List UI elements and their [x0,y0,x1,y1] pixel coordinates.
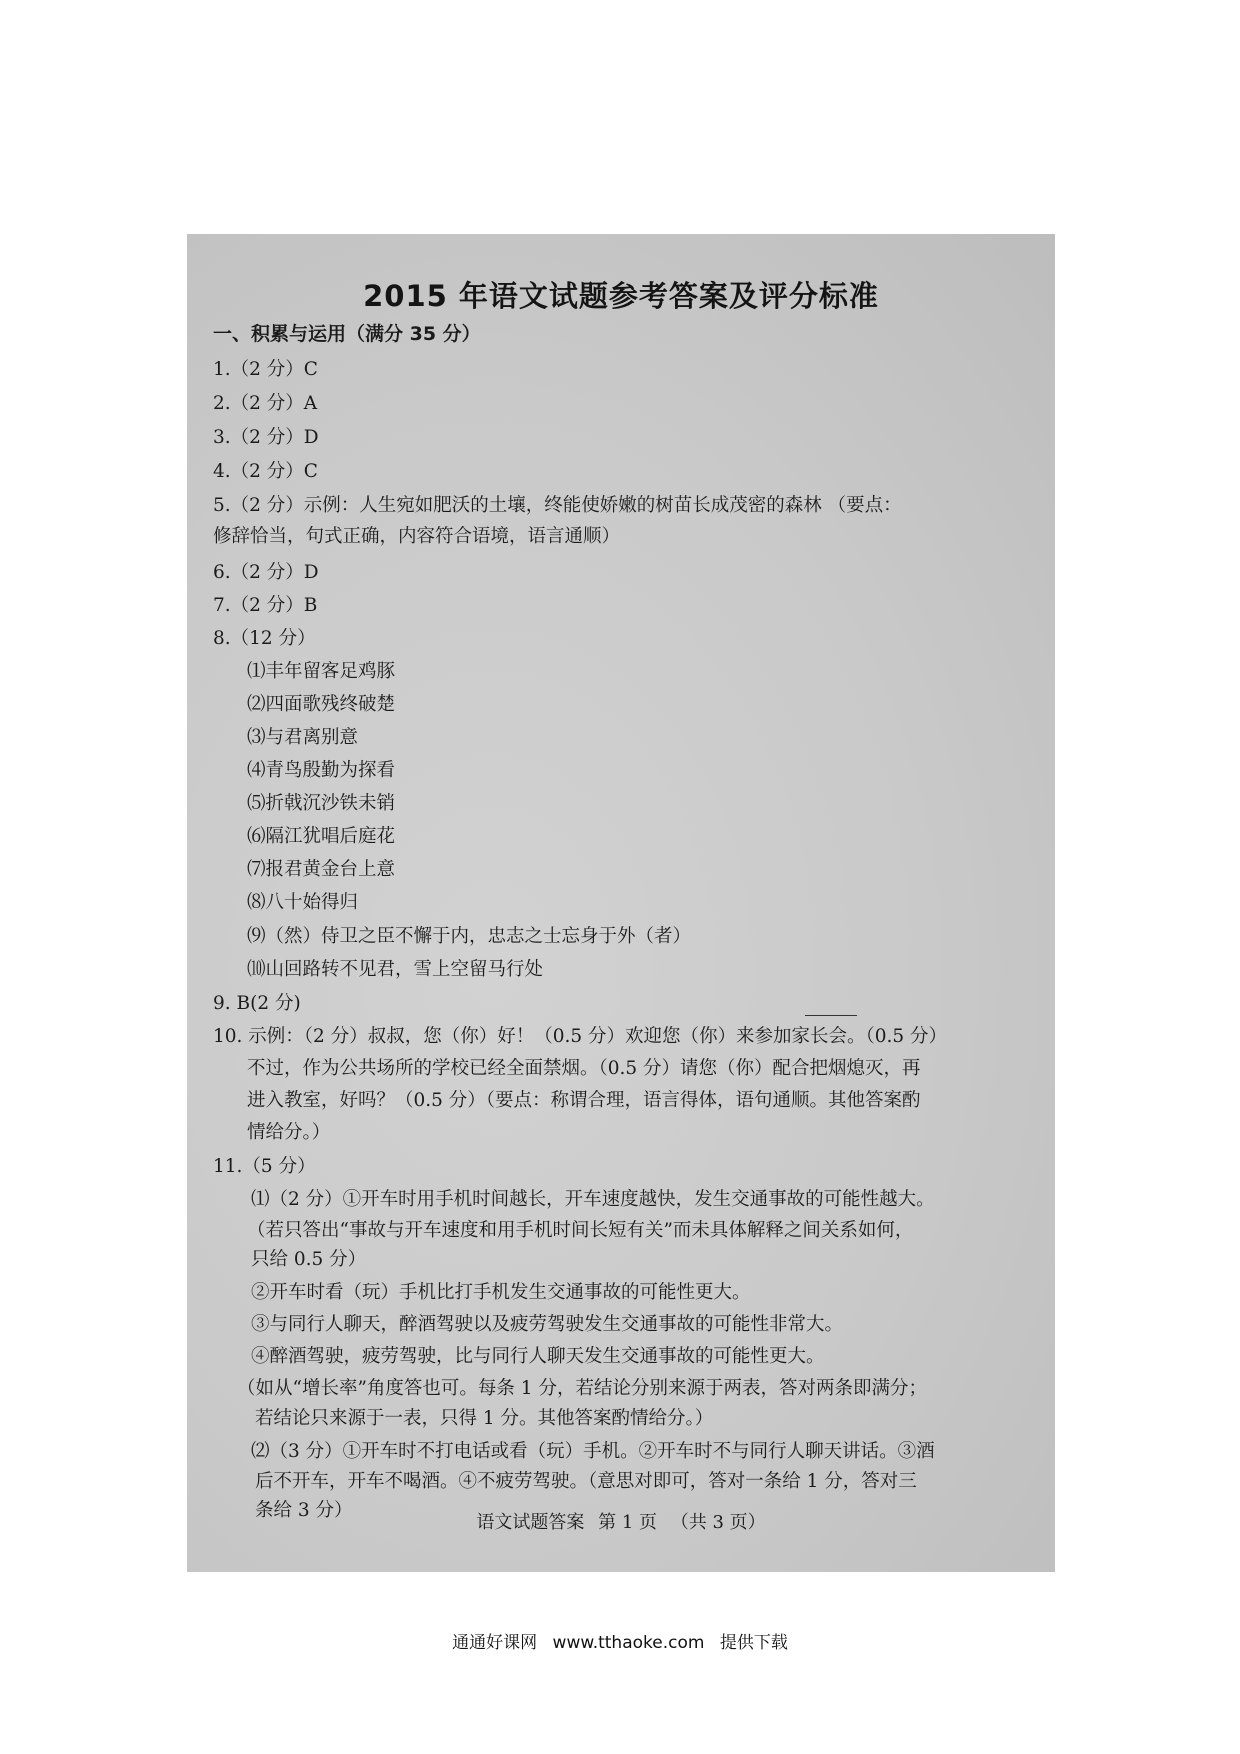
answer-line: 4.（2 分）C [213,461,318,482]
q10-line: 10. 示例：（2 分）叔叔，您（你）好！（0.5 分）欢迎您（你）来参加家长会。（0.5 分） [213,1026,948,1047]
section-heading: 一、积累与运用（满分 35 分） [213,323,481,345]
q8-item: ⑽山回路转不见君，雪上空留马行处 [247,959,544,980]
answer-line: 6.（2 分）D [213,562,319,583]
credit-url[interactable]: www.tthaoke.com [552,1633,705,1653]
q11-line: ②开车时看（玩）手机比打手机发生交通事故的可能性更大。 [251,1282,751,1303]
q11-line: 只给 0.5 分） [251,1249,367,1270]
q8-item: ⑶与君离别意 [247,727,359,748]
q11-line: 条给 3 分） [255,1500,353,1521]
scanned-answer-sheet [187,234,1055,1572]
q11-line: ④醉酒驾驶，疲劳驾驶，比与同行人聊天发生交通事故的可能性更大。 [251,1346,825,1367]
q8-item: ⑵四面歌残终破楚 [247,694,396,715]
credit-action: 提供下载 [719,1633,788,1653]
document-title: 2015 年语文试题参考答案及评分标准 [363,279,879,313]
q8-item: ⑻八十始得归 [247,892,359,913]
q11-line: 若结论只来源于一表，只得 1 分。其他答案酌情给分。） [255,1408,714,1429]
answer-line: 3.（2 分）D [213,427,319,448]
q8-item: ⑺报君黄金台上意 [247,859,396,880]
page-footer [187,1508,1055,1534]
footer-page-total: （共 3 页） [670,1512,766,1533]
q8-item: ⑹隔江犹唱后庭花 [247,826,396,847]
q11-line: 11.（5 分） [213,1156,316,1177]
q8-item: ⑼（然）侍卫之臣不懈于内，忠志之士忘身于外（者） [247,926,692,947]
blank-dash [805,1015,857,1016]
answer-line: 7.（2 分）B [213,595,318,616]
q10-line: 进入教室，好吗？（0.5 分）（要点：称谓合理，语言得体，语句通顺。其他答案酌 [247,1090,921,1111]
q11-line: ⑵（3 分）①开车时不打电话或看（玩）手机。②开车时不与同行人聊天讲话。③酒 [251,1441,935,1462]
answer-line: 5.（2 分）示例：人生宛如肥沃的土壤，终能使娇嫩的树苗长成茂密的森林 （要点： [213,495,902,516]
q8-item: ⑷青鸟殷勤为探看 [247,760,396,781]
q10-line: 不过，作为公共场所的学校已经全面禁烟。（0.5 分）请您（你）配合把烟熄灭，再 [247,1058,921,1079]
download-credit [0,1628,1240,1653]
q11-line: ③与同行人聊天，醉酒驾驶以及疲劳驾驶发生交通事故的可能性非常大。 [251,1314,844,1335]
q11-line: （若只答出“事故与开车速度和用手机时间长短有关”而未具体解释之间关系如何， [247,1220,914,1241]
q11-line: ⑴（2 分）①开车时用手机时间越长，开车速度越快，发生交通事故的可能性越大。 [251,1189,935,1210]
answer-line: 9. B(2 分) [213,993,301,1014]
q10-line: 情给分。） [247,1122,331,1143]
q11-line: （如从“增长率”角度答也可。每条 1 分，若结论分别来源于两表，答对两条即满分； [237,1378,927,1399]
answer-line: 8.（12 分） [213,628,316,649]
footer-doc-name: 语文试题答案 [476,1512,585,1533]
credit-site-name: 通通好课网 [452,1633,538,1653]
answer-line: 修辞恰当，句式正确，内容符合语境，语言通顺） [213,526,621,547]
answer-line: 2.（2 分）A [213,393,318,414]
q11-line: 后不开车，开车不喝酒。④不疲劳驾驶。（意思对即可，答对一条给 1 分，答对三 [255,1471,917,1492]
footer-page-number: 第 1 页 [598,1512,657,1533]
q8-item: ⑴丰年留客足鸡豚 [247,661,396,682]
q8-item: ⑸折戟沉沙铁未销 [247,793,396,814]
answer-line: 1.（2 分）C [213,359,318,380]
